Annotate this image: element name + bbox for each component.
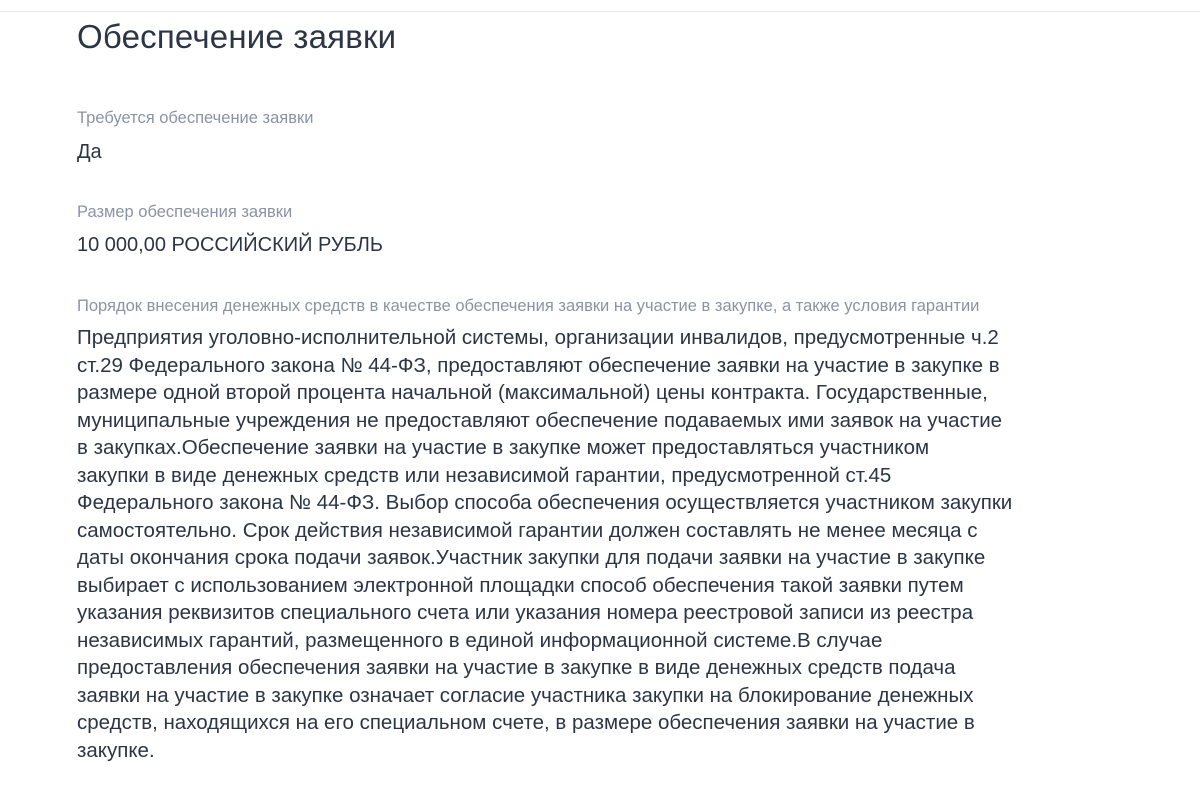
text-line: закупки в виде денежных средств или независимой гарантии, предусмотренной ст.45: [77, 463, 892, 487]
text-line: Федерального закона № 44-ФЗ. Выбор способа обеспечения осуществляется участником закупки: [77, 491, 1013, 514]
text-line: в закупках.Обеспечение заявки на участие в закупке может предоставляться участником: [77, 436, 930, 459]
text-line: муниципальные учреждения не предоставляют обеспечение подаваемых ими заявок на участие: [77, 408, 1003, 432]
field-label: Порядок внесения денежных средств в качестве обеспечения заявки на участие в закупке, а также условия гарантии: [77, 297, 980, 315]
text-line: самостоятельно. Срок действия независимой гарантии должен составлять не менее месяца с: [77, 518, 978, 542]
field-value: Да: [77, 141, 102, 163]
section-title: Обеспечение заявки: [77, 18, 397, 55]
text-line: предоставления обеспечения заявки на участие в закупке в виде денежных средств подача: [77, 656, 956, 679]
text-line: ст.29 Федерального закона № 44-ФЗ, предоставляют обеспечение заявки на участие в закупке в: [77, 353, 1000, 377]
field-label: Размер обеспечения заявки: [77, 203, 293, 221]
text-line: даты окончания срока подачи заявок.Участник закупки для подачи заявки на участие в закупке: [77, 546, 986, 569]
text-line: средств, находящихся на его специальном счете, в размере обеспечения заявки на участие в: [77, 711, 975, 734]
text-line: размере одной второй процента начальной (максимальной) цены контракта. Государственные,: [77, 381, 988, 404]
text-line: выбирает с использованием электронной площадки способ обеспечения такой заявки путем: [77, 573, 964, 597]
text-line: закупке.: [77, 738, 155, 762]
text-line: Предприятия уголовно-исполнительной системы, организации инвалидов, предусмотренные ч.2: [77, 326, 999, 349]
text-line: заявки на участие в закупке означает согласие участника закупки на блокирование денежных: [77, 683, 974, 707]
field-label: Требуется обеспечение заявки: [77, 109, 314, 127]
text-line: указания реквизитов специального счета или указания номера реестровой записи из реестра: [77, 601, 974, 624]
field-value: 10 000,00 РОССИЙСКИЙ РУБЛЬ: [77, 234, 384, 256]
top-divider: [0, 11, 1200, 12]
field-value-text: [77, 324, 1187, 764]
text-line: независимых гарантий, размещенного в единой информационной системе.В случае: [77, 628, 883, 652]
